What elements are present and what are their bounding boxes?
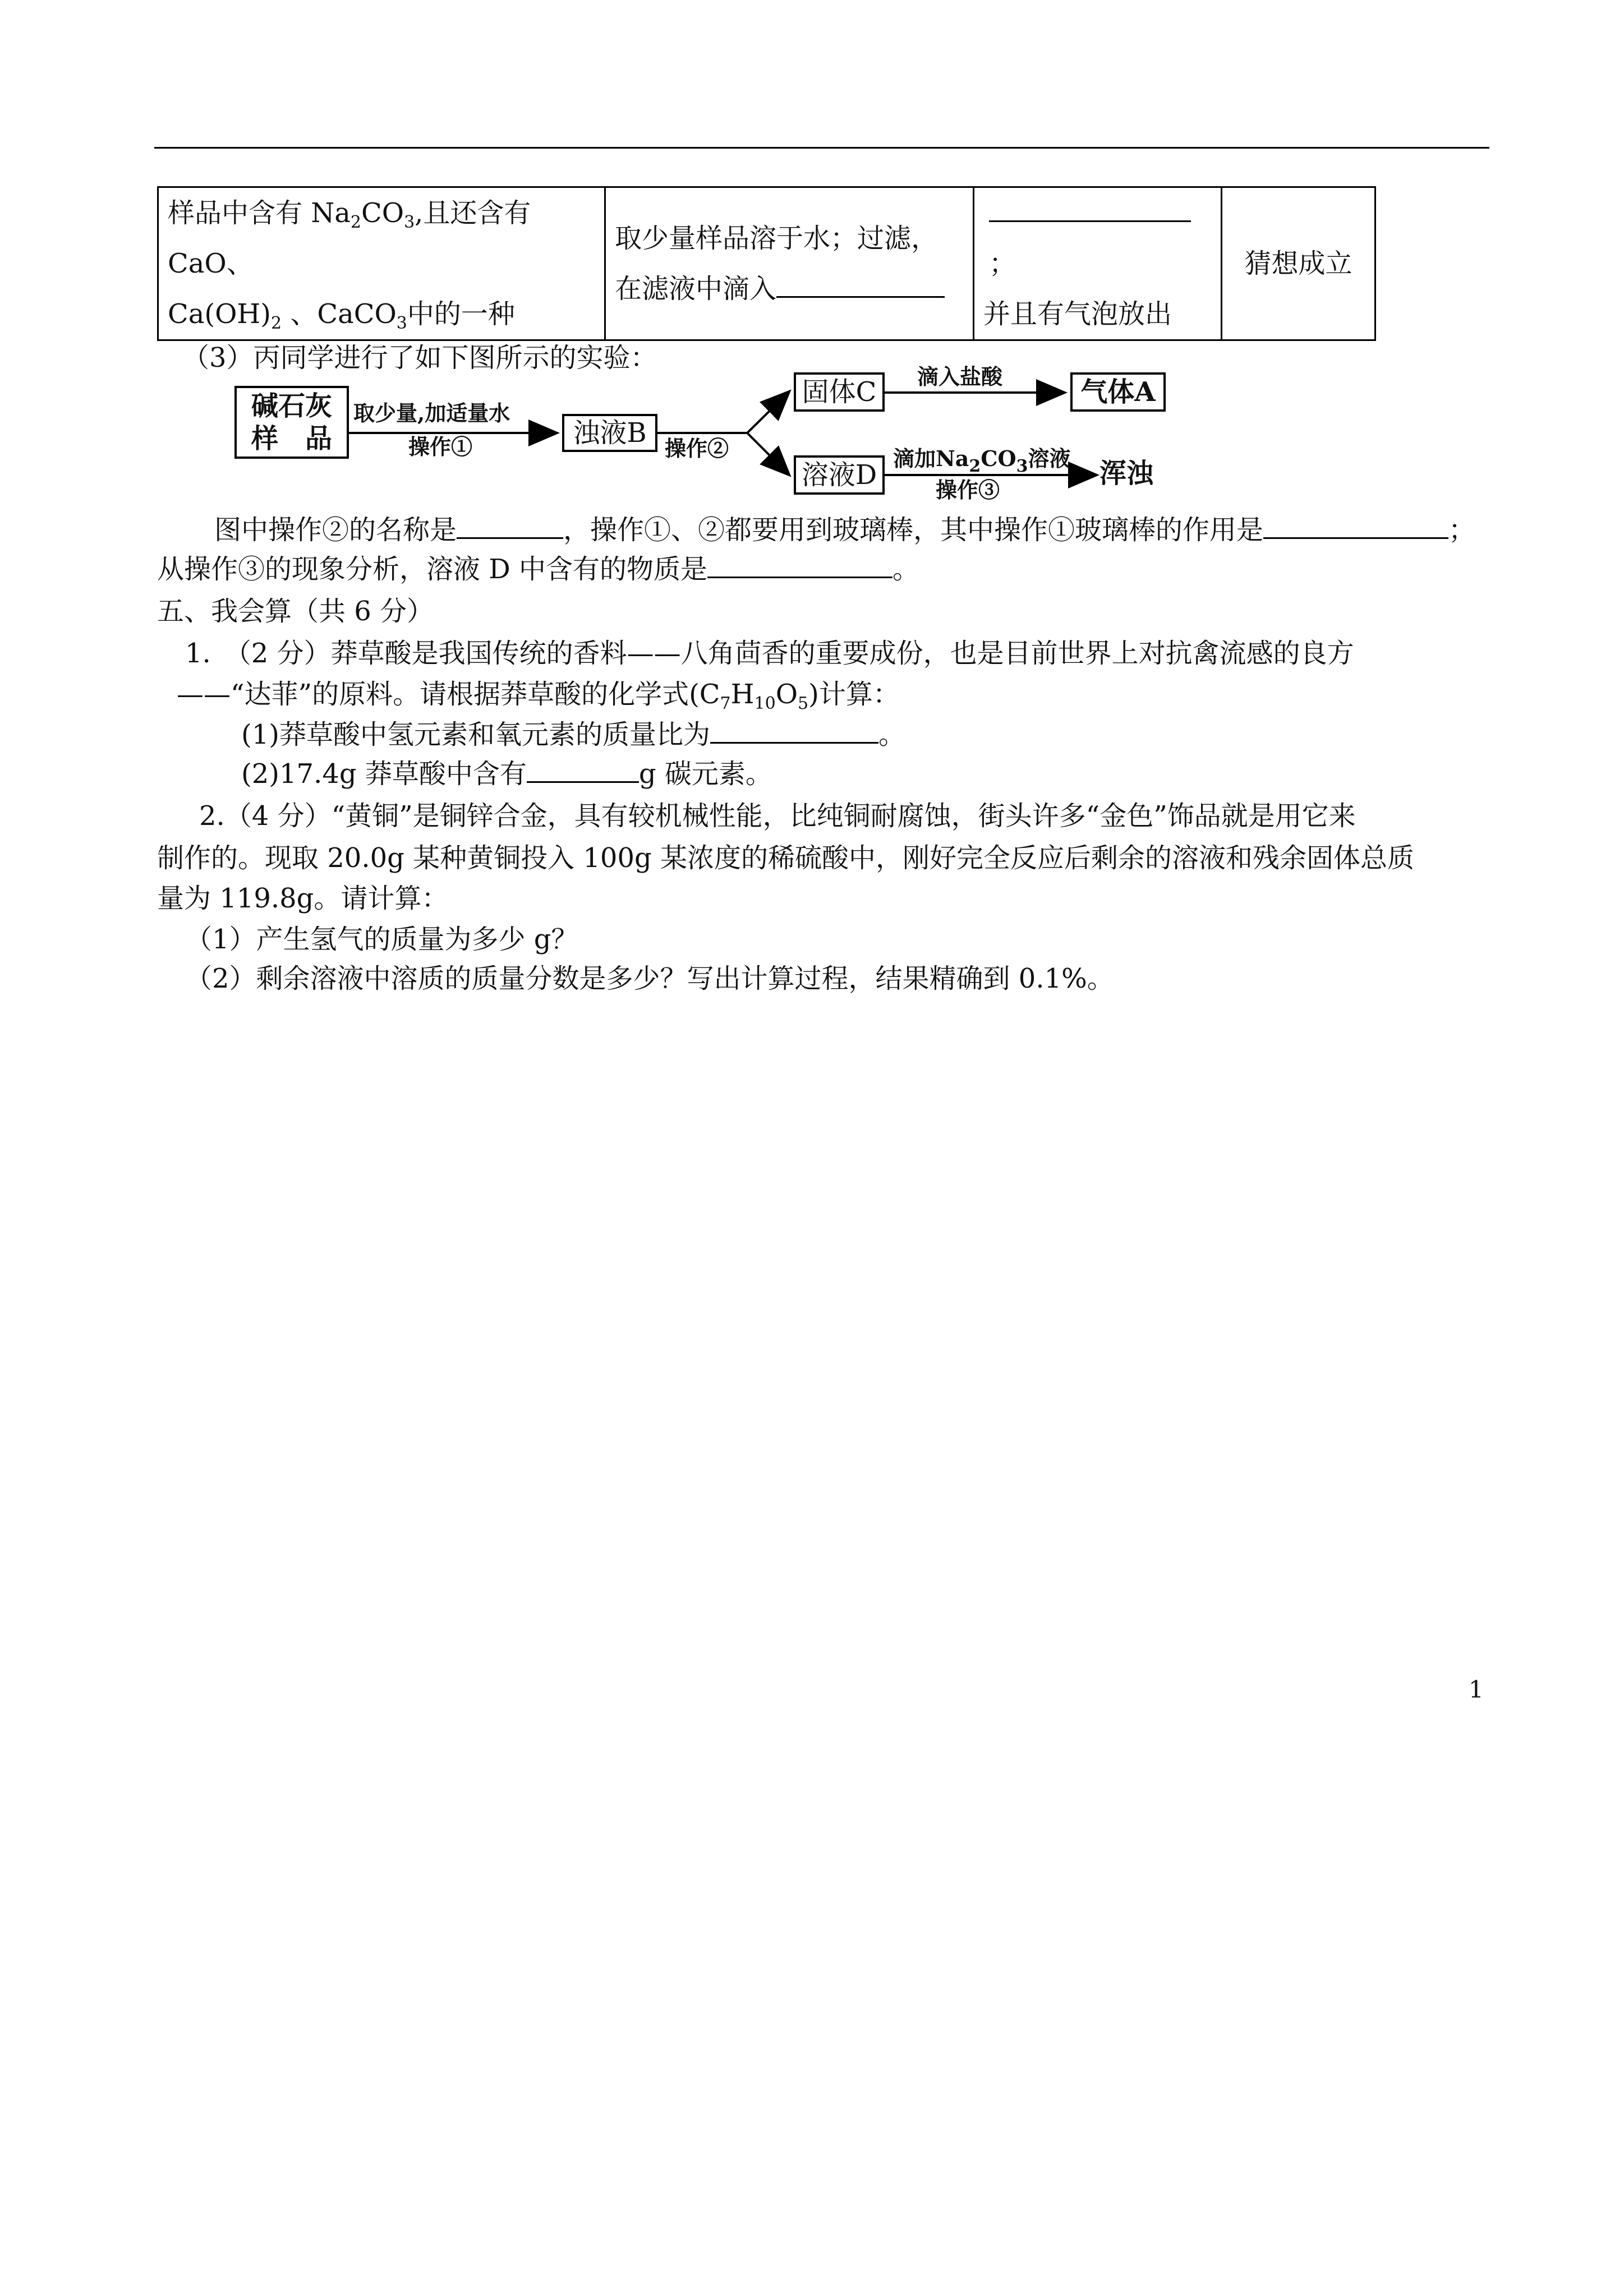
subscript: 2 <box>271 313 282 333</box>
subscript: 3 <box>404 213 415 232</box>
problem2-line2: 制作的。现取 20.0g 某种黄铜投入 100g 某浓度的稀硫酸中，刚好完全反应后剩余的溶液和残余固体总质 <box>157 842 1414 874</box>
arrow-to-c <box>747 393 788 433</box>
op2-label: 操作② <box>665 436 729 461</box>
cell-text: ,且还含有 CaO、 <box>168 197 531 279</box>
problem-text: (2)17.4g 莽草酸中含有 <box>241 758 527 790</box>
cell-text: 、CaCO <box>282 298 397 330</box>
box-c: 固体C <box>794 372 885 412</box>
q3-question-line2 <box>157 552 919 586</box>
subscript: 2 <box>350 213 361 232</box>
problem1-q2 <box>241 757 772 791</box>
turbid-label: 浑浊 <box>1099 458 1154 489</box>
arrow-to-d <box>747 433 788 474</box>
problem1-line1: 1. （2 分）莽草酸是我国传统的香料——八角茴香的重要成份，也是目前世界上对抗禽流感的良方 <box>185 638 1354 669</box>
problem-text: ——“达菲”的原料。请根据莽草酸的化学式(C <box>177 679 720 710</box>
answer-blank[interactable] <box>527 781 639 783</box>
question-text: 。 <box>892 554 920 585</box>
box-label: 样 品 <box>251 423 332 454</box>
question-text: 从操作③的现象分析，溶液 D 中含有的物质是 <box>157 554 708 585</box>
problem1-line2 <box>177 677 900 711</box>
label-text: CO <box>981 446 1016 471</box>
problem-text: O <box>775 679 798 710</box>
cell-text: 样品中含有 Na <box>168 197 351 229</box>
cell-text: 中的一种 <box>407 298 515 330</box>
answer-blank[interactable] <box>707 576 892 578</box>
label-text: 滴加Na <box>893 446 969 471</box>
problem-text: )计算： <box>808 679 900 710</box>
question-text: ，操作①、②都要用到玻璃棒，其中操作①玻璃棒的作用是 <box>563 514 1264 546</box>
subscript: 7 <box>720 694 731 713</box>
cell-text: 在滤液中滴入 <box>615 273 777 305</box>
q3-question-line1 <box>214 513 1475 547</box>
question-text: ； <box>1448 514 1476 546</box>
op3-caption: 操作③ <box>936 477 1000 502</box>
problem-text: g 碳元素。 <box>638 758 772 790</box>
problem1-q1 <box>241 718 905 751</box>
answer-blank[interactable] <box>1263 537 1448 539</box>
answer-blank[interactable] <box>457 537 563 539</box>
c-arrow-label: 滴入盐酸 <box>917 364 1003 389</box>
label-text: 溶液 <box>1028 446 1071 471</box>
subscript: 3 <box>1016 457 1028 476</box>
cell-text: 猜想成立 <box>1244 248 1352 279</box>
subscript: 3 <box>396 313 407 333</box>
op1-caption: 操作① <box>408 434 473 459</box>
box-b: 浊液B <box>562 414 657 452</box>
problem2-line1: 2.（4 分）“黄铜”是铜锌合金，具有较机械性能，比纯铜耐腐蚀，街头许多“金色”饰品就是用它来 <box>199 800 1356 832</box>
cell-text: ； <box>989 248 1016 279</box>
cell-text: 并且有气泡放出 <box>983 298 1172 330</box>
problem2-q2: （2）剩余溶液中溶质的质量分数是多少？写出计算过程，结果精确到 0.1%。 <box>185 963 1114 994</box>
cell-text: CO <box>361 197 404 229</box>
d-arrow-label <box>893 446 1071 476</box>
question-text: 图中操作②的名称是 <box>214 514 457 546</box>
problem2-line3: 量为 119.8g。请计算： <box>157 883 449 914</box>
box-label: 碱石灰 <box>251 390 332 422</box>
cell-text: 取少量样品溶于水；过滤， <box>615 223 938 254</box>
problem-text: 。 <box>878 719 906 750</box>
section-5-heading: 五、我会算（共 6 分） <box>157 596 434 627</box>
subscript: 5 <box>798 694 809 713</box>
subscript: 2 <box>969 457 981 476</box>
problem-text: H <box>730 679 755 710</box>
q3-intro: （3）丙同学进行了如下图所示的实验： <box>182 342 657 374</box>
page-number: 1 <box>1469 1676 1484 1703</box>
problem-text: (1)莽草酸中氢元素和氧元素的质量比为 <box>241 719 710 750</box>
cell-text: Ca(OH) <box>168 298 272 330</box>
subscript: 10 <box>754 694 776 713</box>
problem2-q1: （1）产生氢气的质量为多少 g？ <box>185 924 578 955</box>
sample-box <box>234 386 349 459</box>
op1-label: 取少量,加适量水 <box>353 400 510 426</box>
box-d: 溶液D <box>794 455 885 495</box>
box-a: 气体A <box>1070 372 1166 412</box>
answer-blank[interactable] <box>710 741 878 744</box>
